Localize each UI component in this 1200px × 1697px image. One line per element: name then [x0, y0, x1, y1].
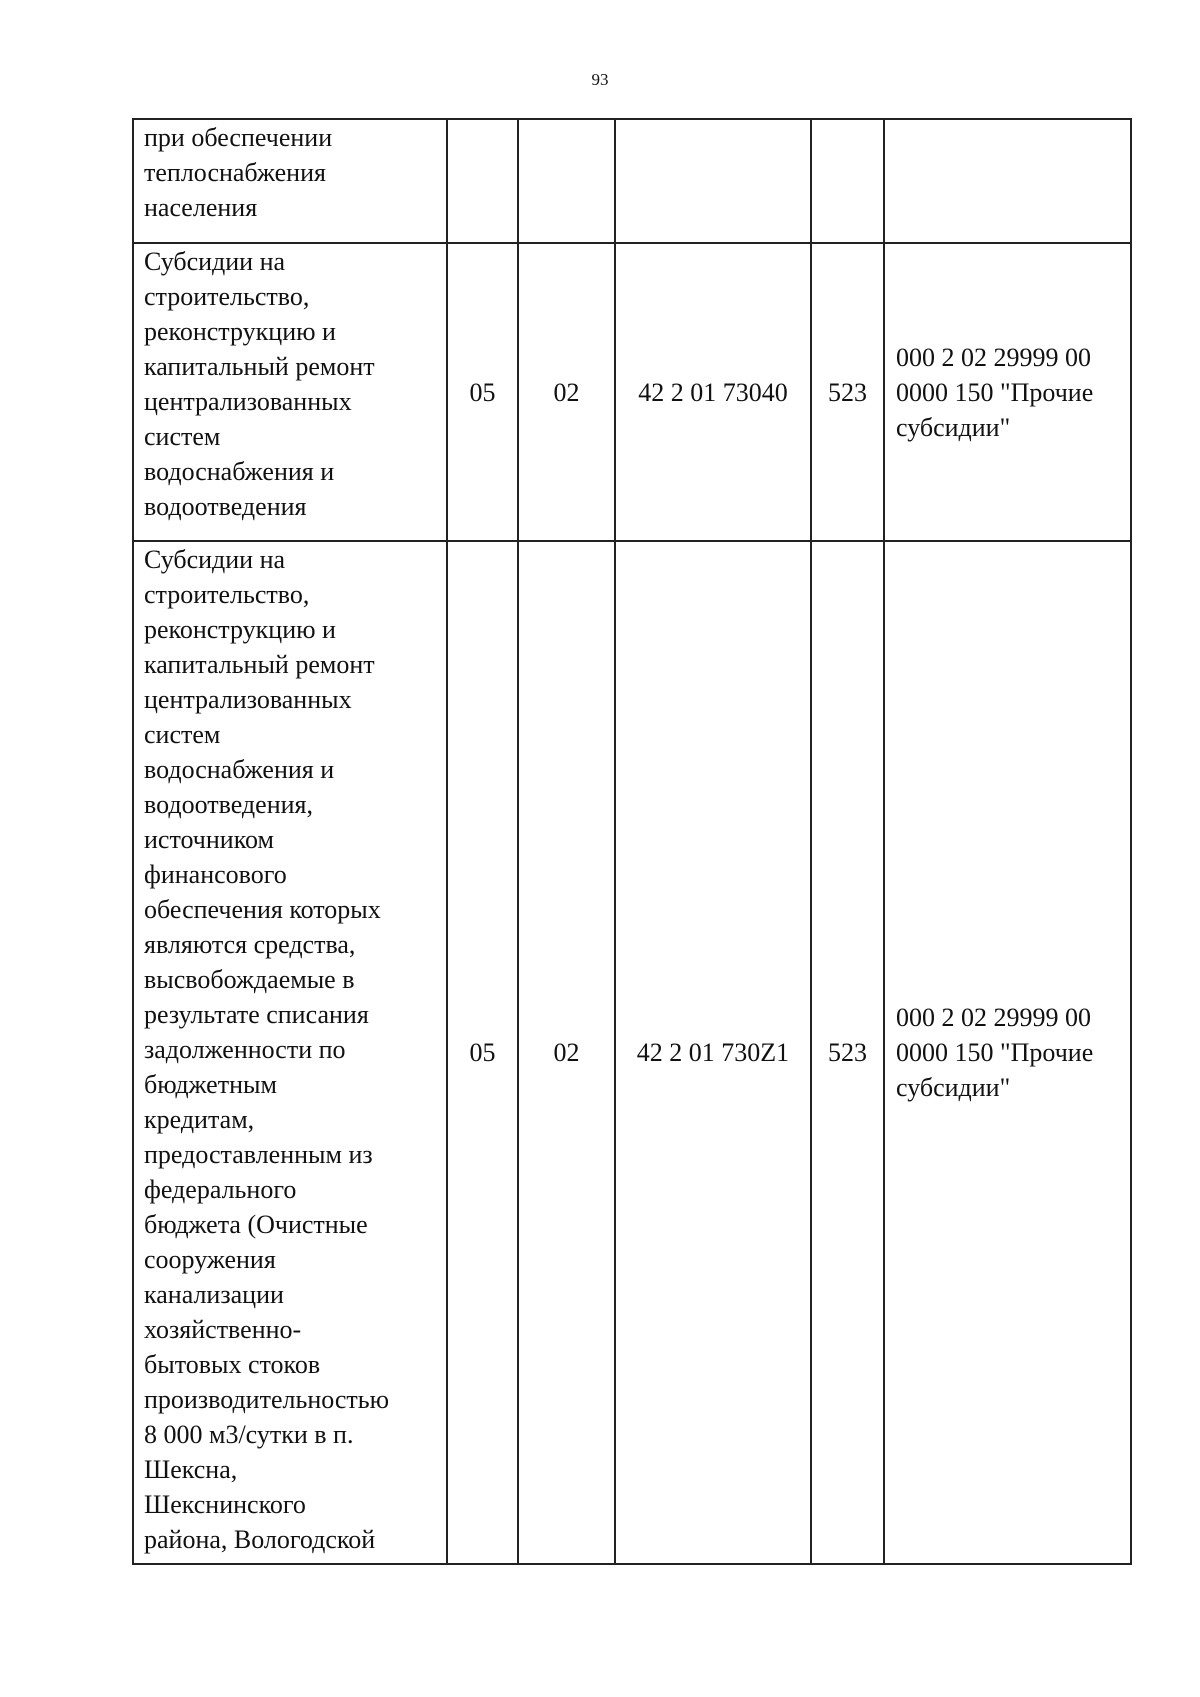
table-row: [133, 541, 1131, 1564]
page-number: 93: [591, 70, 609, 89]
cell-section: 05: [447, 243, 518, 541]
cell-target-article: 42 2 01 730Z1: [615, 541, 811, 1564]
table-row: [133, 119, 1131, 243]
cell-expense-type: 523: [811, 541, 884, 1564]
cell-subsection: 02: [518, 243, 615, 541]
table-row: [133, 243, 1131, 541]
budget-table: [132, 118, 1132, 1565]
cell-target-article: 42 2 01 73040: [615, 243, 811, 541]
cell-expense-name: Субсидии на строительство, реконструкцию и капитальный ремонт централизованных систем водоснабжения и водоотведения, источником финансового обеспечения которых являются средства, высвобождаемые в результате списания задолженности по бюджетным кредитам, предоставленным из федерального бюджета (Очистные сооружения канализации хозяйственно- бытовых стоков производительностью 8 000 м3/сутки в п. Шексна, Шекснинского района, Вологодской: [133, 541, 447, 1564]
cell-expense-name: Субсидии на строительство, реконструкцию и капитальный ремонт централизованных систем водоснабжения и водоотведения: [133, 243, 447, 541]
cell-section: 05: [447, 541, 518, 1564]
cell-subsection: 02: [518, 541, 615, 1564]
cell-target-article: [615, 119, 811, 243]
cell-expense-type: 523: [811, 243, 884, 541]
cell-subsection: [518, 119, 615, 243]
cell-revenue-source: [884, 119, 1131, 243]
cell-expense-type: [811, 119, 884, 243]
cell-section: [447, 119, 518, 243]
cell-revenue-source: 000 2 02 29999 00 0000 150 "Прочие субсидии": [884, 541, 1131, 1564]
cell-expense-name: при обеспечении теплоснабжения населения: [133, 119, 447, 243]
cell-revenue-source: 000 2 02 29999 00 0000 150 "Прочие субсидии": [884, 243, 1131, 541]
